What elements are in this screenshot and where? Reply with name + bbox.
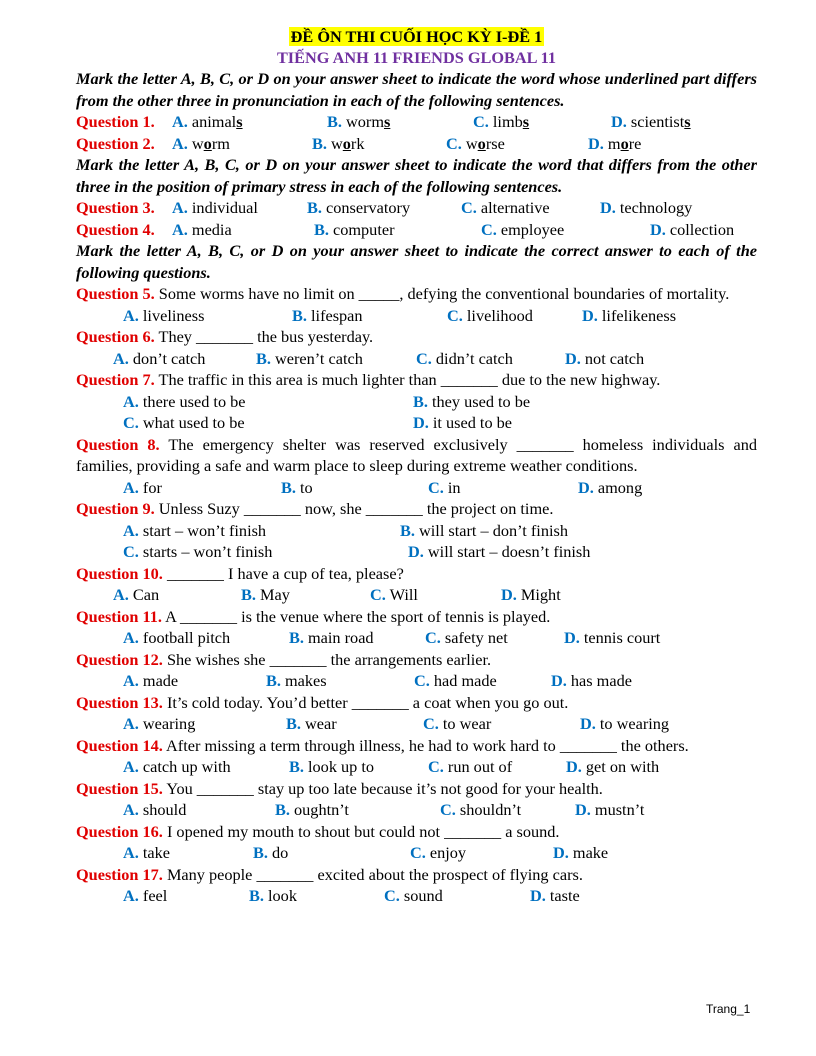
- option-a: made: [142, 671, 179, 690]
- option-c: run out of: [447, 757, 513, 776]
- page-number: Trang_1: [706, 1002, 751, 1016]
- question-9-options-row2: C. starts – won’t finish D. will start – doesn’t finish: [123, 542, 591, 561]
- question-label: Question 2.: [76, 133, 155, 153]
- option-d: lifelikeness: [601, 305, 677, 325]
- option-b: will start – don’t finish: [419, 520, 568, 540]
- option-b: May: [260, 585, 290, 604]
- option-b: weren’t catch: [275, 348, 363, 368]
- question-text: A _______ is the venue where the sport of tennis is played.: [165, 606, 551, 626]
- option-c: what used to be: [142, 413, 245, 432]
- question-17-options: A. feel B. look C. sound D. taste: [123, 886, 580, 905]
- option-b: lifespan: [311, 305, 363, 325]
- option-a: should: [142, 800, 187, 819]
- question-text: After missing a term through illness, he had to work hard to _______ the others.: [166, 735, 689, 755]
- option-d: Might: [520, 585, 561, 604]
- option-c: starts – won’t finish: [142, 542, 273, 561]
- option-b: do: [272, 843, 289, 862]
- question-text: You _______ stay up too late because it’s not good for your health.: [166, 778, 603, 798]
- question-11: Question 11. A _______ is the venue where the sport of tennis is played.: [76, 606, 551, 626]
- option-a: catch up with: [142, 757, 231, 776]
- question-12-options: A. made B. makes C. had made D. has made: [123, 671, 632, 690]
- question-9: Question 9. Unless Suzy _______ now, she _______ the project on time.: [76, 499, 554, 518]
- option-d: taste: [549, 886, 580, 905]
- question-text: It’s cold today. You’d better _______ a coat when you go out.: [166, 692, 569, 712]
- question-17: Question 17. Many people _______ excited about the prospect of flying cars.: [76, 864, 583, 884]
- option-a: individual: [191, 198, 258, 217]
- option-a: football pitch: [142, 628, 231, 647]
- option-a: worm: [191, 133, 230, 153]
- option-d: to wearing: [599, 714, 670, 733]
- option-d: not catch: [584, 348, 645, 368]
- question-text: _______ I have a cup of tea, please?: [166, 563, 404, 583]
- question-3: Question 3. A. individual B. conservatory C. alternative D. technology: [76, 198, 693, 217]
- option-a: wearing: [142, 714, 196, 733]
- option-b: look up to: [308, 757, 375, 776]
- option-d: make: [572, 843, 609, 862]
- exam-page: [76, 24, 757, 907]
- question-14-options: A. catch up with B. look up to C. run out of D. get on with: [123, 757, 660, 776]
- exam-subtitle: TIẾNG ANH 11 FRIENDS GLOBAL 11: [276, 48, 557, 67]
- question-16-options: A. take B. do C. enjoy D. make: [123, 843, 609, 862]
- question-4: Question 4. A. media B. computer C. employee D. collection: [76, 219, 735, 239]
- question-text: Some worms have no limit on _____, defying the conventional boundaries of mortality.: [158, 284, 730, 303]
- option-b: they used to be: [432, 391, 531, 411]
- option-b: worms: [346, 112, 391, 131]
- option-a: liveliness: [142, 305, 205, 325]
- question-7-options-row1: A. there used to be B. they used to be: [123, 391, 531, 411]
- question-1: Question 1. A. animals B. worms C. limbs D. scientists: [76, 112, 691, 131]
- question-9-options-row1: A. start – won’t finish B. will start – don’t finish: [123, 520, 568, 540]
- option-d: scientists: [630, 112, 691, 131]
- option-c: had made: [433, 671, 497, 690]
- instruction-pronunciation: Mark the letter A, B, C, or D on your answer sheet to indicate the word whose underlined part differs from the other three in pronunciation in each of the following sentences.: [76, 69, 757, 110]
- option-a: media: [191, 219, 232, 239]
- question-5-options: A. liveliness B. lifespan C. livelihood D. lifelikeness: [123, 305, 677, 325]
- option-b: makes: [285, 671, 327, 690]
- option-d: among: [597, 477, 643, 497]
- question-6-options: A. don’t catch B. weren’t catch C. didn’t catch D. not catch: [113, 348, 645, 368]
- option-a: for: [142, 477, 162, 497]
- option-c: employee: [500, 219, 565, 239]
- question-label: Question 3.: [76, 198, 155, 217]
- option-c: to wear: [442, 714, 492, 733]
- option-d: get on with: [585, 757, 660, 776]
- option-b: wear: [305, 714, 337, 733]
- option-a: take: [142, 843, 171, 862]
- option-d: it used to be: [432, 413, 513, 432]
- exam-title: ĐỀ ÔN THI CUỐI HỌC KỲ I-ĐỀ 1: [290, 27, 543, 46]
- option-b: look: [268, 886, 297, 905]
- option-a: there used to be: [142, 391, 246, 411]
- option-d: has made: [570, 671, 632, 690]
- option-c: shouldn’t: [459, 800, 522, 819]
- option-c: worse: [465, 133, 505, 153]
- question-text: Many people _______ excited about the prospect of flying cars.: [166, 864, 583, 884]
- question-8: Question 8. The emergency shelter was reserved exclusively _______ homeless individuals and families, providing a safe and warm place to sleep during extreme weather conditions.: [76, 434, 757, 475]
- option-c: alternative: [480, 198, 550, 217]
- question-text: She wishes she _______ the arrangements earlier.: [166, 649, 492, 669]
- option-c: Will: [389, 585, 418, 604]
- question-15-options: A. should B. oughtn’t C. shouldn’t D. mustn’t: [123, 800, 645, 819]
- question-7-options-row2: C. what used to be D. it used to be: [123, 413, 513, 432]
- question-text: They _______ the bus yesterday.: [158, 327, 374, 346]
- option-a: animals: [191, 112, 243, 131]
- question-13-options: A. wearing B. wear C. to wear D. to wearing: [123, 714, 670, 733]
- option-b: work: [331, 133, 365, 153]
- question-12: Question 12. She wishes she _______ the arrangements earlier.: [76, 649, 492, 669]
- question-7: Question 7. The traffic in this area is much lighter than _______ due to the new highway.: [76, 370, 661, 389]
- question-11-options: A. football pitch B. main road C. safety net D. tennis court: [123, 628, 661, 647]
- question-5: Question 5. Some worms have no limit on _____, defying the conventional boundaries of mortality.: [76, 284, 730, 303]
- option-c: limbs: [492, 112, 530, 131]
- instruction-stress: Mark the letter A, B, C, or D on your answer sheet to indicate the word that differs from the other three in the position of primary stress in each of the following sentences.: [76, 155, 757, 196]
- option-c: sound: [403, 886, 443, 905]
- question-text: The emergency shelter was reserved exclusively _______ homeless individuals and families, providing a safe and warm place to sleep during extreme weather conditions.: [76, 434, 757, 475]
- question-14: Question 14. After missing a term through illness, he had to work hard to _______ the others.: [76, 735, 689, 755]
- option-d: will start – doesn’t finish: [427, 542, 591, 561]
- option-b: conservatory: [326, 198, 411, 217]
- option-a: start – won’t finish: [142, 520, 267, 540]
- option-d: tennis court: [583, 628, 661, 647]
- option-c: safety net: [444, 628, 508, 647]
- question-10: Question 10. _______ I have a cup of tea, please?: [76, 563, 404, 583]
- question-label: Question 4.: [76, 219, 155, 239]
- option-c: enjoy: [429, 843, 467, 862]
- option-d: technology: [619, 198, 693, 217]
- option-b: oughtn’t: [294, 800, 349, 819]
- question-10-options: A. Can B. May C. Will D. Might: [113, 585, 561, 604]
- question-text: The traffic in this area is much lighter than _______ due to the new highway.: [158, 370, 661, 389]
- option-d: more: [607, 133, 642, 153]
- option-d: mustn’t: [594, 800, 645, 819]
- option-c: in: [447, 477, 461, 497]
- option-a: feel: [142, 886, 168, 905]
- question-16: Question 16. I opened my mouth to shout but could not _______ a sound.: [76, 821, 560, 841]
- option-c: didn’t catch: [435, 348, 513, 368]
- question-text: Unless Suzy _______ now, she _______ the project on time.: [158, 499, 554, 518]
- question-label: Question 1.: [76, 112, 155, 131]
- question-text: I opened my mouth to shout but could not _______ a sound.: [166, 821, 560, 841]
- question-15: Question 15. You _______ stay up too late because it’s not good for your health.: [76, 778, 603, 798]
- option-a: don’t catch: [132, 348, 206, 368]
- option-a: Can: [132, 585, 160, 604]
- question-2: Question 2. A. worm B. work C. worse D. more: [76, 133, 642, 153]
- option-b: to: [300, 477, 313, 497]
- option-b: computer: [333, 219, 395, 239]
- question-13: Question 13. It’s cold today. You’d better _______ a coat when you go out.: [76, 692, 569, 712]
- option-d: collection: [669, 219, 735, 239]
- instruction-correct-answer: Mark the letter A, B, C, or D on your answer sheet to indicate the correct answer to each of the following questions.: [76, 241, 757, 282]
- option-c: livelihood: [466, 305, 533, 325]
- question-8-options: A. for B. to C. in D. among: [123, 477, 643, 497]
- question-6: Question 6. They _______ the bus yesterday.: [76, 327, 374, 346]
- option-b: main road: [308, 628, 374, 647]
